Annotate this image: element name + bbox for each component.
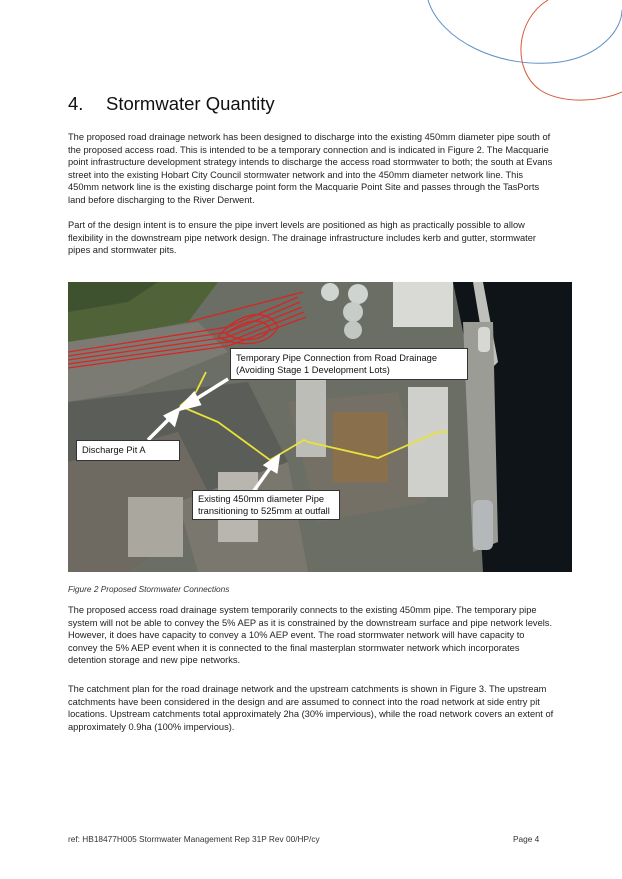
section-heading: [68, 93, 275, 115]
aerial-photo: [68, 282, 572, 572]
paragraph-temporary-connection: The proposed access road drainage system temporarily connects to the existing 450mm pipe. The temporary pipe system will not be able to convey the 5% AEP as it is constrained by the downstream surface and pipe network levels. However, it does have capacity to convey a 10% AEP event. The road stormwater network will have capacity to convey the 5% AEP event when it is connected to the final masterplan stormwater network which incorporates detention storage and new pipe networks.: [68, 605, 553, 666]
callout-discharge-pit: [76, 440, 180, 461]
footer-reference: ref: HB18477H005 Stormwater Management Rep 31P Rev 00/HP/cy: [68, 834, 320, 844]
callout-existing-pipe-line2: transitioning to 525mm at outfall: [198, 505, 330, 516]
paragraph-drainage-network: The proposed road drainage network has been designed to discharge into the existing 450mm diameter pipe south of the proposed access road. This is intended to be a temporary connection and is indicated in Figure 2. The Macquarie point infrastructure development strategy intends to discharge the access road stormwater to both; the south at Evans street into the existing Hobart City Council stormwater network and into the 450mm diameter network line. This 450mm network line is the existing discharge point form the Macquarie Point Site and passes through the TasPorts land before discharging to the River Derwent.: [68, 132, 553, 205]
callout-existing-pipe: [192, 490, 340, 520]
section-title: Stormwater Quantity: [106, 93, 275, 114]
callout-temporary-pipe-line2: (Avoiding Stage 1 Development Lots): [236, 364, 390, 375]
callout-discharge-pit-label: Discharge Pit A: [82, 445, 146, 455]
figure-caption: Figure 2 Proposed Stormwater Connections: [68, 584, 230, 594]
callout-temporary-pipe: [230, 348, 468, 380]
paragraph-design-intent: Part of the design intent is to ensure the pipe invert levels are positioned as high as practically possible to allow flexibility in the downstream pipe network design. The drainage infrastructure includes kerb and gutter, stormwater pipes and stormwater pits.: [68, 220, 537, 256]
callout-existing-pipe-line1: Existing 450mm diameter Pipe: [198, 494, 325, 504]
callout-temporary-pipe-line1: Temporary Pipe Connection from Road Drainage: [236, 353, 438, 363]
aerial-map-figure: [68, 282, 572, 572]
footer-page-number: Page 4: [513, 834, 540, 844]
section-number: 4.: [68, 93, 84, 114]
paragraph-catchment-plan: The catchment plan for the road drainage network and the upstream catchments is shown in Figure 3. The upstream catchments have been considered in the design and are assumed to connect into the road network at side entry pit locations. Upstream catchments total approximately 2ha (30% impervious), while the road network covers an extent of approximately 0.9ha (100% impervious).: [68, 684, 554, 732]
